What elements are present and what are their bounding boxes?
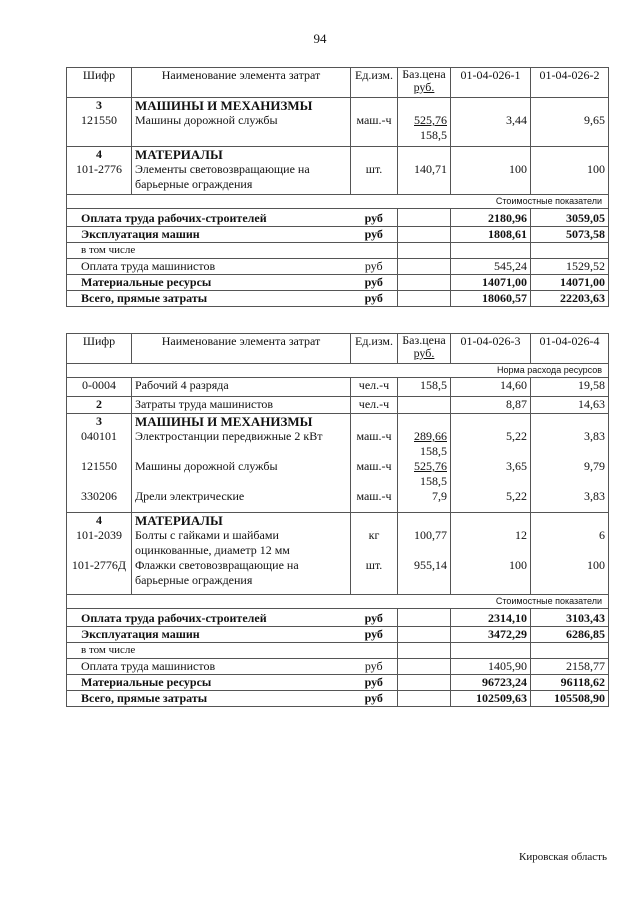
row-code: 0-0004 — [67, 378, 132, 397]
section-code: 4 — [96, 513, 102, 527]
summary-empty — [398, 627, 451, 643]
table-row — [67, 397, 609, 414]
summary-value-2 — [531, 643, 609, 659]
item-value-1: 5,22 — [506, 429, 527, 443]
header-col-3: 01-04-026-3 — [451, 334, 531, 364]
item-price-top: 525,76 — [414, 459, 447, 473]
summary-value-2: 105508,90 — [531, 691, 609, 707]
item-value-2: 9,79 — [584, 459, 605, 473]
section-name-cell — [132, 513, 351, 595]
summary-unit: руб — [351, 227, 398, 243]
header-name: Наименование элемента затрат — [132, 334, 351, 364]
summary-unit: руб — [351, 691, 398, 707]
summary-value-2: 1529,52 — [531, 259, 609, 275]
header-base-price — [398, 68, 451, 98]
section-code: 3 — [96, 414, 102, 428]
section-code-cell — [67, 414, 132, 513]
norm-label: Норма расхода ресурсов — [67, 364, 609, 378]
summary-empty — [398, 209, 451, 227]
row-code: 2 — [67, 397, 132, 414]
summary-empty — [398, 691, 451, 707]
table-header-row — [67, 68, 609, 98]
row-price — [398, 397, 451, 414]
summary-label: Оплата труда машинистов — [67, 659, 351, 675]
item-code: 121550 — [81, 113, 117, 127]
summary-value-2: 2158,77 — [531, 659, 609, 675]
item-units-cell — [351, 414, 398, 513]
summary-unit — [351, 643, 398, 659]
summary-empty — [398, 643, 451, 659]
summary-empty — [398, 609, 451, 627]
item-price-cell — [398, 98, 451, 147]
summary-value-2 — [531, 243, 609, 259]
item-values-1-cell — [451, 513, 531, 595]
summary-value-1: 2314,10 — [451, 609, 531, 627]
summary-empty — [398, 291, 451, 307]
summary-value-2: 3059,05 — [531, 209, 609, 227]
row-unit: чел.-ч — [351, 397, 398, 414]
section-title: МАТЕРИАЛЫ — [135, 513, 223, 528]
summary-value-1: 2180,96 — [451, 209, 531, 227]
item-value-2: 9,65 — [531, 98, 609, 147]
header-base-price — [398, 334, 451, 364]
section-code-cell — [67, 513, 132, 595]
summary-row — [67, 275, 609, 291]
summary-empty — [398, 675, 451, 691]
summary-value-2: 5073,58 — [531, 227, 609, 243]
summary-label: Материальные ресурсы — [67, 275, 351, 291]
summary-row-total — [67, 291, 609, 307]
cost-table-1 — [66, 67, 609, 307]
header-base-price-line1: Баз.цена — [402, 67, 446, 81]
header-code: Шифр — [67, 334, 132, 364]
summary-label: в том числе — [67, 643, 351, 659]
summary-row — [67, 259, 609, 275]
section-name-cell — [132, 98, 351, 147]
header-col-2: 01-04-026-2 — [531, 68, 609, 98]
summary-unit: руб — [351, 675, 398, 691]
item-value-2: 100 — [531, 147, 609, 195]
summary-empty — [398, 275, 451, 291]
summary-unit: руб — [351, 259, 398, 275]
summary-row — [67, 609, 609, 627]
item-price: 955,14 — [414, 558, 447, 572]
section-title: МАШИНЫ И МЕХАНИЗМЫ — [135, 98, 313, 113]
summary-value-1: 545,24 — [451, 259, 531, 275]
cost-indicators-row — [67, 195, 609, 209]
item-price-bottom: 158,5 — [420, 474, 447, 488]
summary-value-1: 96723,24 — [451, 675, 531, 691]
item-code: 101-2039 — [76, 528, 122, 542]
item-code: 101-2776Д — [71, 558, 127, 572]
summary-unit: руб — [351, 627, 398, 643]
item-name: Машины дорожной службы — [135, 113, 278, 127]
section-row-machines — [67, 414, 609, 513]
section-code-cell — [67, 147, 132, 195]
summary-row — [67, 243, 609, 259]
item-code: 330206 — [81, 489, 117, 503]
row-value-2: 14,63 — [531, 397, 609, 414]
section-name-cell — [132, 414, 351, 513]
item-name-line1: Флажки световозвращающие на — [135, 558, 299, 572]
item-values-2-cell — [531, 414, 609, 513]
item-unit: шт. — [365, 558, 383, 572]
header-name: Наименование элемента затрат — [132, 68, 351, 98]
summary-row — [67, 643, 609, 659]
section-title: МАТЕРИАЛЫ — [135, 147, 223, 162]
summary-value-1: 3472,29 — [451, 627, 531, 643]
item-name-line1: Болты с гайками и шайбами — [135, 528, 279, 542]
section-code: 3 — [96, 98, 102, 112]
row-price: 158,5 — [398, 378, 451, 397]
item-unit: маш.-ч — [356, 489, 392, 503]
summary-label: Эксплуатация машин — [67, 227, 351, 243]
summary-row — [67, 675, 609, 691]
item-name-line1: Элементы световозвращающие на — [135, 162, 310, 176]
header-col-4: 01-04-026-4 — [531, 334, 609, 364]
item-price: 140,71 — [398, 147, 451, 195]
section-code: 4 — [96, 147, 102, 161]
summary-row — [67, 209, 609, 227]
section-row-materials — [67, 513, 609, 595]
summary-label: Всего, прямые затраты — [67, 291, 351, 307]
item-code: 101-2776 — [76, 162, 122, 176]
item-value-1: 5,22 — [506, 489, 527, 503]
section-row-machines — [67, 98, 609, 147]
item-price-bottom: 158,5 — [420, 444, 447, 458]
summary-empty — [398, 243, 451, 259]
summary-value-1: 1405,90 — [451, 659, 531, 675]
norm-row — [67, 364, 609, 378]
summary-unit: руб — [351, 659, 398, 675]
section-title: МАШИНЫ И МЕХАНИЗМЫ — [135, 414, 313, 429]
item-unit: маш.-ч — [356, 459, 392, 473]
summary-label: Оплата труда машинистов — [67, 259, 351, 275]
item-value-2: 6 — [599, 528, 605, 542]
footer-region: Кировская область — [518, 851, 607, 863]
summary-label: Материальные ресурсы — [67, 675, 351, 691]
item-unit: маш.-ч — [351, 98, 398, 147]
item-name-line2: барьерные ограждения — [135, 573, 253, 587]
cost-indicators-row — [67, 595, 609, 609]
summary-value-1: 102509,63 — [451, 691, 531, 707]
item-name-line2: барьерные ограждения — [135, 177, 253, 191]
summary-label: Всего, прямые затраты — [67, 691, 351, 707]
section-row-materials — [67, 147, 609, 195]
header-base-price-line2: руб. — [413, 346, 435, 360]
header-col-1: 01-04-026-1 — [451, 68, 531, 98]
summary-unit: руб — [351, 291, 398, 307]
item-values-1-cell — [451, 414, 531, 513]
summary-unit: руб — [351, 209, 398, 227]
item-prices-cell — [398, 414, 451, 513]
header-code: Шифр — [67, 68, 132, 98]
summary-label: Оплата труда рабочих-строителей — [67, 209, 351, 227]
row-unit: чел.-ч — [351, 378, 398, 397]
section-code-cell — [67, 98, 132, 147]
item-name: Машины дорожной службы — [135, 459, 278, 473]
header-base-price-line2: руб. — [413, 80, 435, 94]
summary-empty — [398, 659, 451, 675]
row-name: Затраты труда машинистов — [132, 397, 351, 414]
page-number: 94 — [313, 31, 327, 46]
section-name-cell — [132, 147, 351, 195]
item-unit: кг — [368, 528, 380, 542]
item-name: Электростанции передвижные 2 кВт — [135, 429, 323, 443]
summary-row — [67, 227, 609, 243]
item-price: 100,77 — [414, 528, 447, 542]
summary-value-1: 1808,61 — [451, 227, 531, 243]
summary-value-1 — [451, 243, 531, 259]
row-value-1: 8,87 — [451, 397, 531, 414]
summary-row — [67, 627, 609, 643]
table-row — [67, 378, 609, 397]
header-unit: Ед.изм. — [351, 68, 398, 98]
summary-value-2: 3103,43 — [531, 609, 609, 627]
item-unit: маш.-ч — [356, 429, 392, 443]
item-value-2: 100 — [587, 558, 605, 572]
item-name: Дрели электрические — [135, 489, 245, 503]
summary-label: Эксплуатация машин — [67, 627, 351, 643]
item-price-top: 289,66 — [414, 429, 447, 443]
item-value-1: 12 — [515, 528, 527, 542]
summary-label: в том числе — [67, 243, 351, 259]
row-value-2: 19,58 — [531, 378, 609, 397]
summary-value-2: 22203,63 — [531, 291, 609, 307]
item-units-cell — [351, 513, 398, 595]
summary-row — [67, 659, 609, 675]
cost-indicators-label: Стоимостные показатели — [67, 595, 609, 609]
item-prices-cell — [398, 513, 451, 595]
item-price-bottom: 158,5 — [420, 128, 447, 142]
item-code: 040101 — [81, 429, 117, 443]
item-value-1: 3,44 — [451, 98, 531, 147]
row-name: Рабочий 4 разряда — [132, 378, 351, 397]
item-value-1: 100 — [451, 147, 531, 195]
item-value-2: 3,83 — [584, 429, 605, 443]
item-price-top: 525,76 — [414, 113, 447, 127]
summary-row-total — [67, 691, 609, 707]
cost-indicators-label: Стоимостные показатели — [67, 195, 609, 209]
table-header-row — [67, 334, 609, 364]
summary-unit: руб — [351, 609, 398, 627]
summary-unit: руб — [351, 275, 398, 291]
item-value-2: 3,83 — [584, 489, 605, 503]
item-price: 7,9 — [432, 489, 447, 503]
summary-value-2: 96118,62 — [531, 675, 609, 691]
item-name-line2: оцинкованные, диаметр 12 мм — [135, 543, 290, 557]
item-values-2-cell — [531, 513, 609, 595]
summary-label: Оплата труда рабочих-строителей — [67, 609, 351, 627]
row-value-1: 14,60 — [451, 378, 531, 397]
summary-unit — [351, 243, 398, 259]
item-code: 121550 — [81, 459, 117, 473]
summary-value-2: 6286,85 — [531, 627, 609, 643]
summary-value-1: 14071,00 — [451, 275, 531, 291]
header-base-price-line1: Баз.цена — [402, 333, 446, 347]
item-value-1: 100 — [509, 558, 527, 572]
summary-empty — [398, 259, 451, 275]
summary-value-1 — [451, 643, 531, 659]
header-unit: Ед.изм. — [351, 334, 398, 364]
item-value-1: 3,65 — [506, 459, 527, 473]
summary-empty — [398, 227, 451, 243]
summary-value-2: 14071,00 — [531, 275, 609, 291]
item-unit: шт. — [351, 147, 398, 195]
summary-value-1: 18060,57 — [451, 291, 531, 307]
cost-table-2 — [66, 333, 609, 707]
